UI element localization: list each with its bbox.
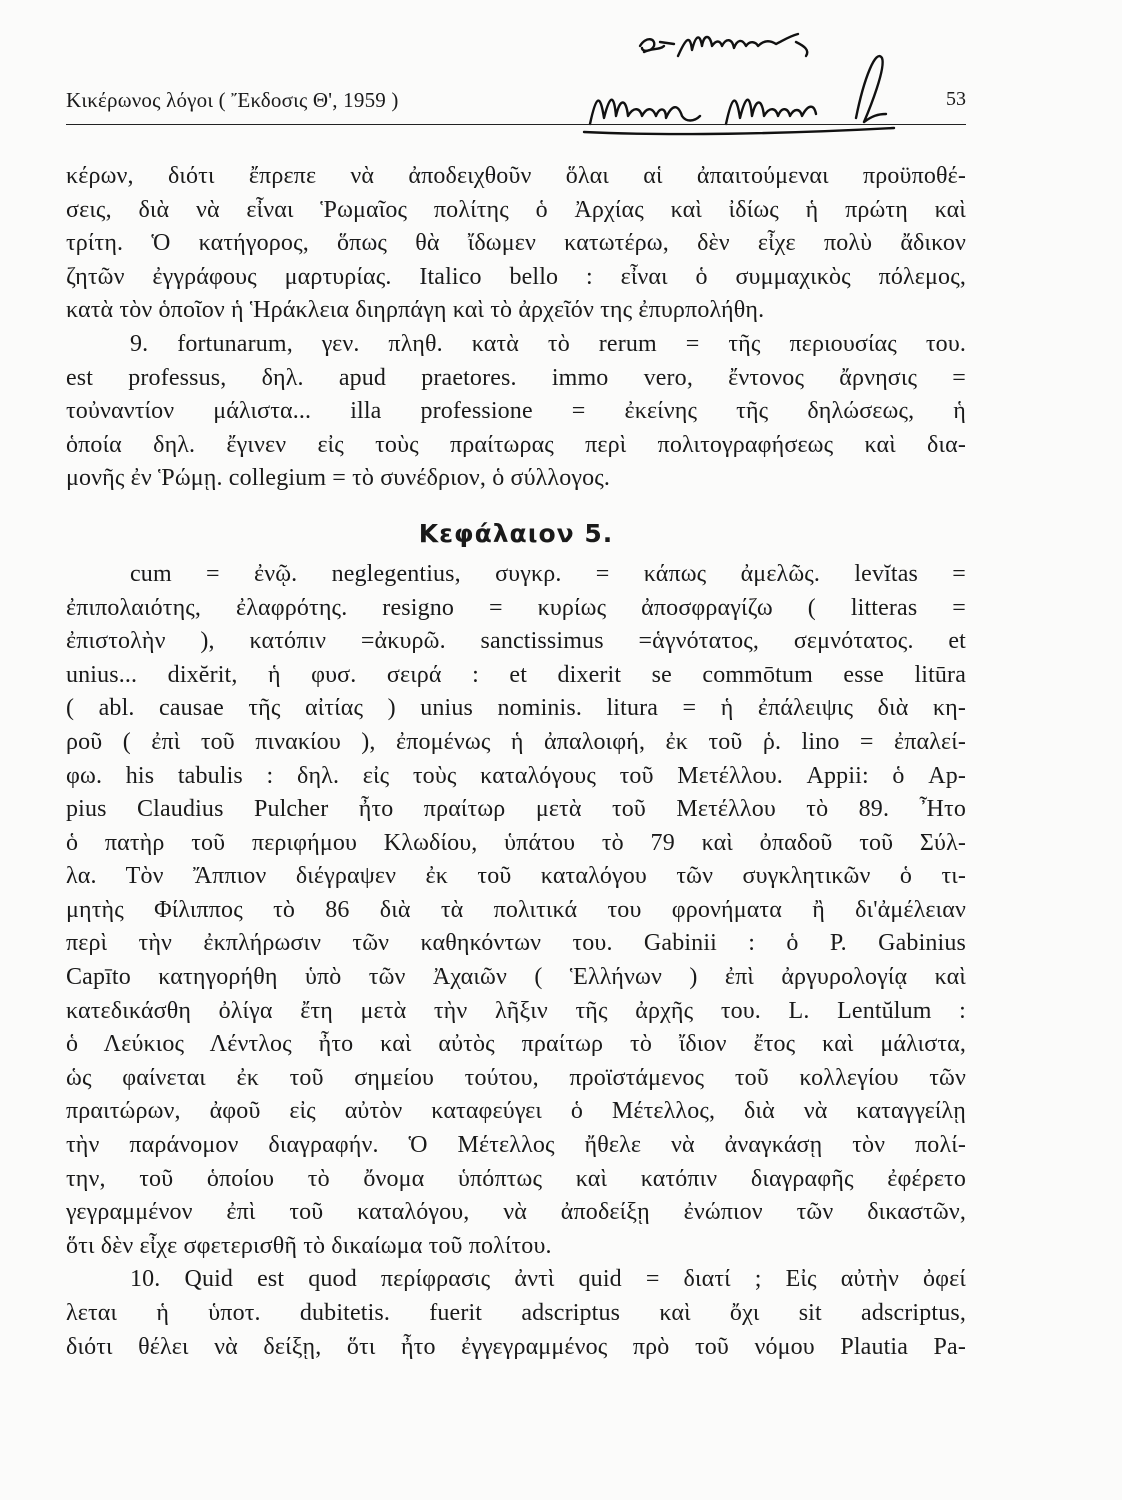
text-line: κέρων, διότι ἔπρεπε νὰ ἀποδειχθοῦν ὅλαι αἱ ἀπαιτούμεναι προϋποθέ-	[66, 163, 966, 189]
text-line: μονῆς ἐν Ῥώμῃ. collegium = τὸ συνέδριον, ὁ σύλλογος.	[66, 465, 611, 492]
text-line: 9. fortunarum, γεν. πληθ. κατὰ τὸ rerum = τῆς περιουσίας του.	[130, 330, 966, 357]
text-line: περὶ τὴν ἐκπλήρωσιν τῶν καθηκόντων του. Gabinii : ὁ P. Gabinius	[66, 930, 966, 957]
running-title: Κικέρωνος λόγοι ( Ἔκδοσις Θ', 1959 )	[66, 88, 399, 112]
text-line: μητὴς Φίλιππος τὸ 86 διὰ τὰ πολιτικά του φρονήματα ἢ δι'ἀμέλειαν	[66, 896, 966, 923]
text-line: unius... dixĕrit, ἡ φυσ. σειρά : et dixerit se commōtum esse litūra	[66, 661, 966, 688]
text-line: ἐπιστολὴν ), κατόπιν =ἀκυρῶ. sanctissimus =ἁγνότατος, σεμνότατος. et	[66, 628, 966, 655]
text-line: ὅτι δὲν εἶχε σφετερισθῆ τὸ δικαίωμα τοῦ πολίτου.	[66, 1232, 552, 1259]
text-line: 10. Quid est quod περίφρασις ἀντὶ quid = διατί ; Εἰς αὐτὴν ὀφεί	[130, 1266, 966, 1293]
text-line: ἐπιπολαιότης, ἐλαφρότης. resigno = κυρίως ἀποσφραγίζω ( litteras =	[66, 594, 966, 621]
text-line: ( abl. causae τῆς αἰτίας ) unius nominis. litura = ἡ ἐπάλειψις διὰ κη-	[66, 695, 966, 722]
text-line: λεται ἡ ὑποτ. dubitetis. fuerit adscriptus καὶ ὄχι sit adscriptus,	[66, 1300, 966, 1326]
text-line: τοὐναντίον μάλιστα... illa professione = ἐκείνης τῆς δηλώσεως, ἡ	[66, 398, 966, 425]
text-line: σεις, διὰ νὰ εἶναι Ῥωμαῖος πολίτης ὁ Ἀρχίας καὶ ἰδίως ἡ πρώτη καὶ	[66, 196, 966, 223]
text-line: τὴν παράνομον διαγραφήν. Ὁ Μέτελλος ἤθελε νὰ ἀναγκάσῃ τὸν πολί-	[66, 1132, 966, 1159]
text-line: est professus, δηλ. apud praetores. immo vero, ἔντονος ἄρνησις =	[66, 364, 966, 391]
text-line: πραιτώρων, ἀφοῦ εἰς αὐτὸν καταφεύγει ὁ Μέτελλος, διὰ νὰ καταγγείλῃ	[66, 1098, 966, 1125]
text-line: ὁ Λεύκιος Λέντλος ἦτο καὶ αὐτὸς πραίτωρ τὸ ἴδιον ἔτος καὶ μάλιστα,	[66, 1031, 966, 1058]
text-line: λα. Τὸν Ἄππιον διέγραψεν ἐκ τοῦ καταλόγου τῶν συγκλητικῶν ὁ τι-	[66, 863, 966, 890]
text-line: ὡς φαίνεται ἐκ τοῦ σημείου τούτου, προϊστάμενος τοῦ κολλεγίου τῶν	[66, 1064, 966, 1091]
text-line: ροῦ ( ἐπὶ τοῦ πινακίου ), ἐπομένως ἡ ἀπαλοιφή, ἐκ τοῦ ῥ. lino = ἐπαλεί-	[66, 728, 966, 755]
page-number: 53	[946, 88, 966, 110]
chapter-heading: Κεφάλαιον 5.	[418, 518, 614, 548]
text-line: ὁποία δηλ. ἔγινεν εἰς τοὺς πραίτωρας περὶ πολιτογραφήσεως καὶ δια-	[66, 431, 966, 458]
text-line: τρίτη. Ὁ κατήγορος, ὅπως θὰ ἴδωμεν κατωτέρω, δὲν εἶχε πολὺ ἄδικον	[66, 230, 966, 257]
text-line: κατεδικάσθη ὀλίγα ἔτη μετὰ τὴν λῆξιν τῆς ἀρχῆς του. L. Lentŭlum :	[66, 997, 966, 1024]
page-header	[66, 88, 966, 128]
text-line: γεγραμμένον ἐπὶ τοῦ καταλόγου, νὰ ἀποδείξῃ ἐνώπιον τῶν δικαστῶν,	[66, 1199, 966, 1226]
text-line: Capīto κατηγορήθη ὑπὸ τῶν Ἀχαιῶν ( Ἑλλήνων ) ἐπὶ ἀργυρολογίᾳ καὶ	[66, 964, 966, 991]
text-line: διότι θέλει νὰ δείξῃ, ὅτι ἦτο ἐγγεγραμμένος πρὸ τοῦ νόμου Plautia Pa-	[66, 1333, 966, 1360]
text-line: φω. his tabulis : δηλ. εἰς τοὺς καταλόγους τοῦ Μετέλλου. Appii: ὁ Ap-	[66, 762, 966, 789]
text-line: κατὰ τὸν ὁποῖον ἡ Ἡράκλεια διηρπάγη καὶ τὸ ἀρχεῖόν της ἐπυρπολήθη.	[66, 297, 765, 324]
text-line: ζητῶν ἐγγράφους μαρτυρίας. Italico bello : εἶναι ὁ συμμαχικὸς πόλεμος,	[66, 263, 966, 290]
text-line: ὁ πατὴρ τοῦ περιφήμου Κλωδίου, ὑπάτου τὸ 79 καὶ ὀπαδοῦ τοῦ Σύλ-	[66, 829, 966, 856]
text-line: pius Claudius Pulcher ἦτο πραίτωρ μετὰ τοῦ Μετέλλου τὸ 89. Ἦτο	[66, 796, 966, 823]
text-line: cum = ἐνῷ. neglegentius, συγκρ. = κάπως ἀμελῶς. levĭtas =	[130, 560, 966, 587]
header-rule	[66, 124, 966, 125]
body-text	[66, 160, 966, 1364]
text-line: την, τοῦ ὁποίου τὸ ὄνομα ὑπόπτως καὶ κατόπιν διαγραφῆς ἐφέρετο	[66, 1165, 966, 1192]
